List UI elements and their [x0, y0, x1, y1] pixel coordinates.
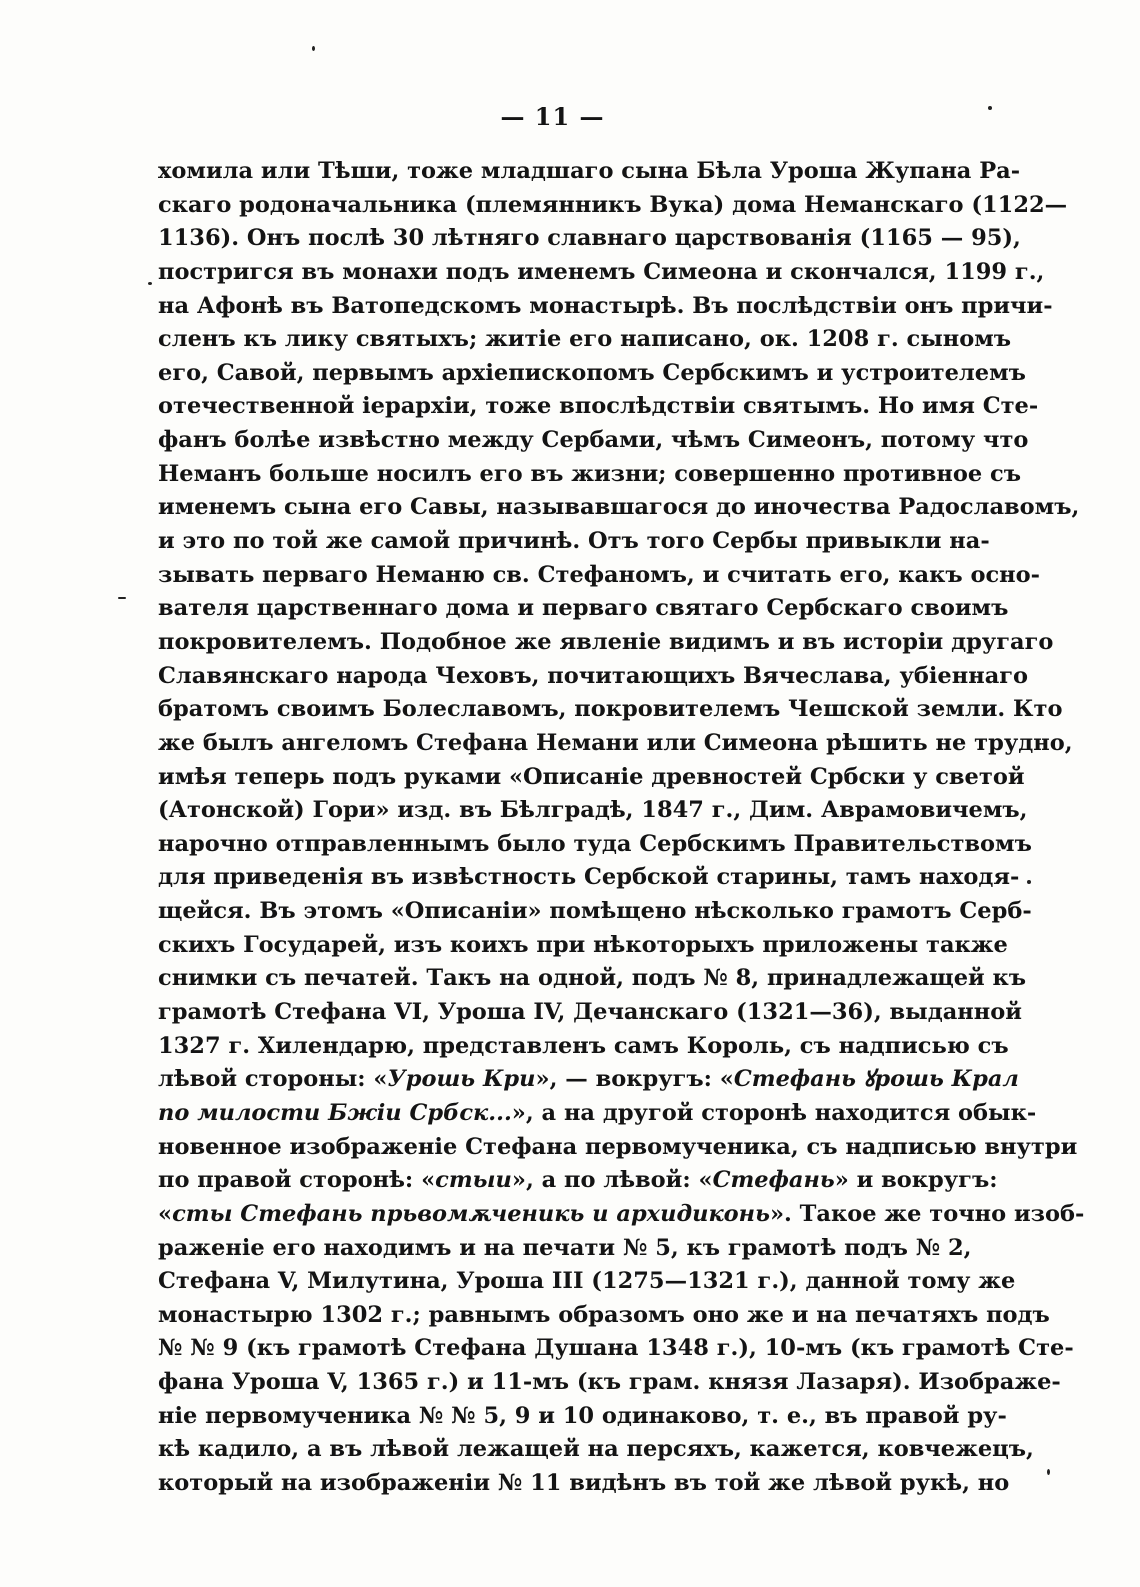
italic-text: по милости Бжіи Србск...	[158, 1099, 512, 1126]
text-line	[158, 1030, 1009, 1064]
text-run: 1136). Онъ послѣ 30 лѣтняго славнаго царствованія (1165 — 95),	[158, 225, 1021, 252]
scan-speck	[118, 597, 126, 599]
text-run: (Атонской) Гори» изд. въ Бѣлградѣ, 1847 г., Дим. Аврамовичемъ,	[158, 797, 1028, 824]
italic-text: Урошь Кри	[387, 1066, 536, 1093]
text-line	[158, 727, 1073, 761]
text-run: отечественной іерархіи, тоже впослѣдствіи святымъ. Но имя Сте-	[158, 393, 1039, 420]
text-line	[158, 1198, 1085, 1232]
text-line	[158, 1400, 1007, 1434]
text-run: », а на другой сторонѣ находится обык-	[511, 1099, 1037, 1126]
text-line	[158, 424, 1029, 458]
text-line	[158, 1097, 1037, 1131]
text-line	[158, 525, 990, 559]
scan-speck	[1027, 880, 1031, 884]
text-run: монастырю 1302 г.; равнымъ образомъ оно же и на печатяхъ подъ	[158, 1301, 1050, 1328]
page-number: — 11 —	[500, 102, 605, 131]
text-line	[158, 1265, 1016, 1299]
text-line	[158, 290, 1053, 324]
text-line	[158, 1433, 1034, 1467]
text-run: скихъ Государей, изъ коихъ при нѣкоторыхъ приложены также	[158, 931, 1008, 958]
scan-speck	[1047, 1469, 1050, 1475]
scan-speck	[988, 106, 992, 110]
text-run: кѣ кадило, а въ лѣвой лежащей на персяхъ, кажется, ковчежецъ,	[158, 1436, 1034, 1463]
text-run: грамотѣ Стефана VI, Уроша IV, Дечанскаго (1321—36), выданной	[158, 999, 1022, 1026]
italic-text: Стефань ꙋрошь Крал	[733, 1066, 1019, 1093]
text-run: щейся. Въ этомъ «Описаніи» помѣщено нѣсколько грамотъ Серб-	[158, 898, 1032, 925]
text-line	[158, 1131, 1078, 1165]
text-run: сленъ къ лику святыхъ; житіе его написано, ок. 1208 г. сыномъ	[158, 326, 1012, 353]
text-run: Славянскаго народа Чеховъ, почитающихъ Вячеслава, убіеннаго	[158, 662, 1029, 689]
italic-text: стыи	[435, 1167, 512, 1194]
text-run: именемъ сына его Савы, называвшагося до иночества Радославомъ,	[158, 494, 1080, 521]
text-run: вателя царственнаго дома и перваго святаго Сербскаго своимъ	[158, 595, 1009, 622]
text-line	[158, 1366, 1061, 1400]
text-run: же былъ ангеломъ Стефана Немани или Симеона рѣшить не трудно,	[158, 729, 1073, 756]
text-line	[158, 828, 1032, 862]
text-line	[158, 222, 1021, 256]
text-run: хомила или Тѣши, тоже младшаго сына Бѣла Уроша Жупана Ра-	[158, 158, 1021, 184]
text-line	[158, 155, 1021, 189]
text-run: » и вокругъ:	[834, 1167, 998, 1194]
text-run: по правой сторонѣ: «	[158, 1167, 436, 1194]
text-run: Неманъ больше носилъ его въ жизни; совершенно противное съ	[158, 460, 1022, 487]
text-line	[158, 761, 1025, 795]
text-run: зывать перваго Неманю св. Стефаномъ, и считать его, какъ осно-	[158, 561, 1040, 588]
text-run: 1327 г. Хилендарю, представленъ самъ Король, съ надписью съ	[158, 1032, 1009, 1059]
text-run: имѣя теперь подъ руками «Описаніе древностей Србски у светой	[158, 763, 1025, 790]
text-run: », — вокругъ: «	[535, 1066, 734, 1093]
text-run: постригся въ монахи подъ именемъ Симеона и скончался, 1199 г.,	[158, 258, 1045, 285]
text-line	[158, 861, 1020, 895]
text-run: новенное изображеніе Стефана первомученика, съ надписью внутри	[158, 1133, 1078, 1160]
italic-text: Стефань	[712, 1167, 835, 1194]
text-run: нарочно отправленнымъ было туда Сербскимъ Правительствомъ	[158, 830, 1032, 857]
text-line	[158, 390, 1039, 424]
text-run: «	[158, 1200, 173, 1227]
text-run: », а по лѣвой: «	[511, 1167, 713, 1194]
text-line	[158, 693, 1063, 727]
text-line	[158, 1232, 972, 1266]
scan-speck	[312, 46, 315, 51]
text-run: покровителемъ. Подобное же явленіе видимъ и въ исторіи другаго	[158, 628, 1054, 655]
text-run: снимки съ печатей. Такъ на одной, подъ № 8, принадлежащей къ	[158, 965, 1027, 992]
text-run: который на изображеніи № 11 видѣнъ въ той же лѣвой рукѣ, но	[158, 1469, 1010, 1496]
text-line	[158, 626, 1054, 660]
text-run: № № 9 (къ грамотѣ Стефана Душана 1348 г.), 10-мъ (къ грамотѣ Сте-	[158, 1335, 1074, 1362]
text-line	[158, 559, 1040, 593]
scan-speck	[148, 282, 152, 285]
text-run: его, Савой, первымъ архіепископомъ Сербскимъ и устроителемъ	[158, 359, 1026, 386]
text-run: братомъ своимъ Болеславомъ, покровителемъ Чешской земли. Кто	[158, 696, 1063, 723]
text-line	[158, 1164, 998, 1198]
text-run: и это по той же самой причинѣ. Отъ того Сербы привыкли на-	[158, 528, 990, 555]
text-run: фанъ болѣе извѣстно между Сербами, чѣмъ Симеонъ, потому что	[158, 427, 1029, 454]
text-run: скаго родоначальника (племянникъ Вука) дома Неманскаго (1122—	[158, 191, 1068, 218]
text-line	[158, 929, 1008, 963]
text-run: фана Уроша V, 1365 г.) и 11-мъ (къ грам. князя Лазаря). Изображе-	[158, 1369, 1061, 1396]
italic-text: сты Стефань прьвомѫченикь и архидиконь	[172, 1200, 770, 1227]
text-run: ніе первомученика № № 5, 9 и 10 одинаково, т. е., въ правой ру-	[158, 1402, 1007, 1429]
text-line	[158, 996, 1022, 1030]
text-line	[158, 1063, 1019, 1097]
text-line	[158, 660, 1029, 694]
text-run: на Афонѣ въ Ватопедскомъ монастырѣ. Въ послѣдствіи онъ причи-	[158, 292, 1053, 319]
text-line	[158, 794, 1028, 828]
text-line	[158, 458, 1022, 492]
text-line	[158, 895, 1032, 929]
text-line	[158, 323, 1012, 357]
text-line	[158, 491, 1080, 525]
text-run: ». Такое же точно изоб-	[769, 1200, 1085, 1227]
text-line	[158, 1299, 1050, 1333]
text-line	[158, 962, 1027, 996]
text-line	[158, 1467, 1010, 1501]
text-run: лѣвой стороны: «	[158, 1066, 388, 1093]
text-line	[158, 357, 1026, 391]
text-run: для приведенія въ извѣстность Сербской старины, тамъ находя-	[158, 864, 1020, 891]
text-line	[158, 1332, 1074, 1366]
text-run: Стефана V, Милутина, Уроша III (1275—1321 г.), данной тому же	[158, 1268, 1016, 1295]
text-line	[158, 256, 1045, 290]
body-text	[158, 155, 1085, 1501]
text-run: раженіе его находимъ и на печати № 5, къ грамотѣ подъ № 2,	[158, 1234, 972, 1261]
text-line	[158, 189, 1068, 223]
text-line	[158, 592, 1009, 626]
